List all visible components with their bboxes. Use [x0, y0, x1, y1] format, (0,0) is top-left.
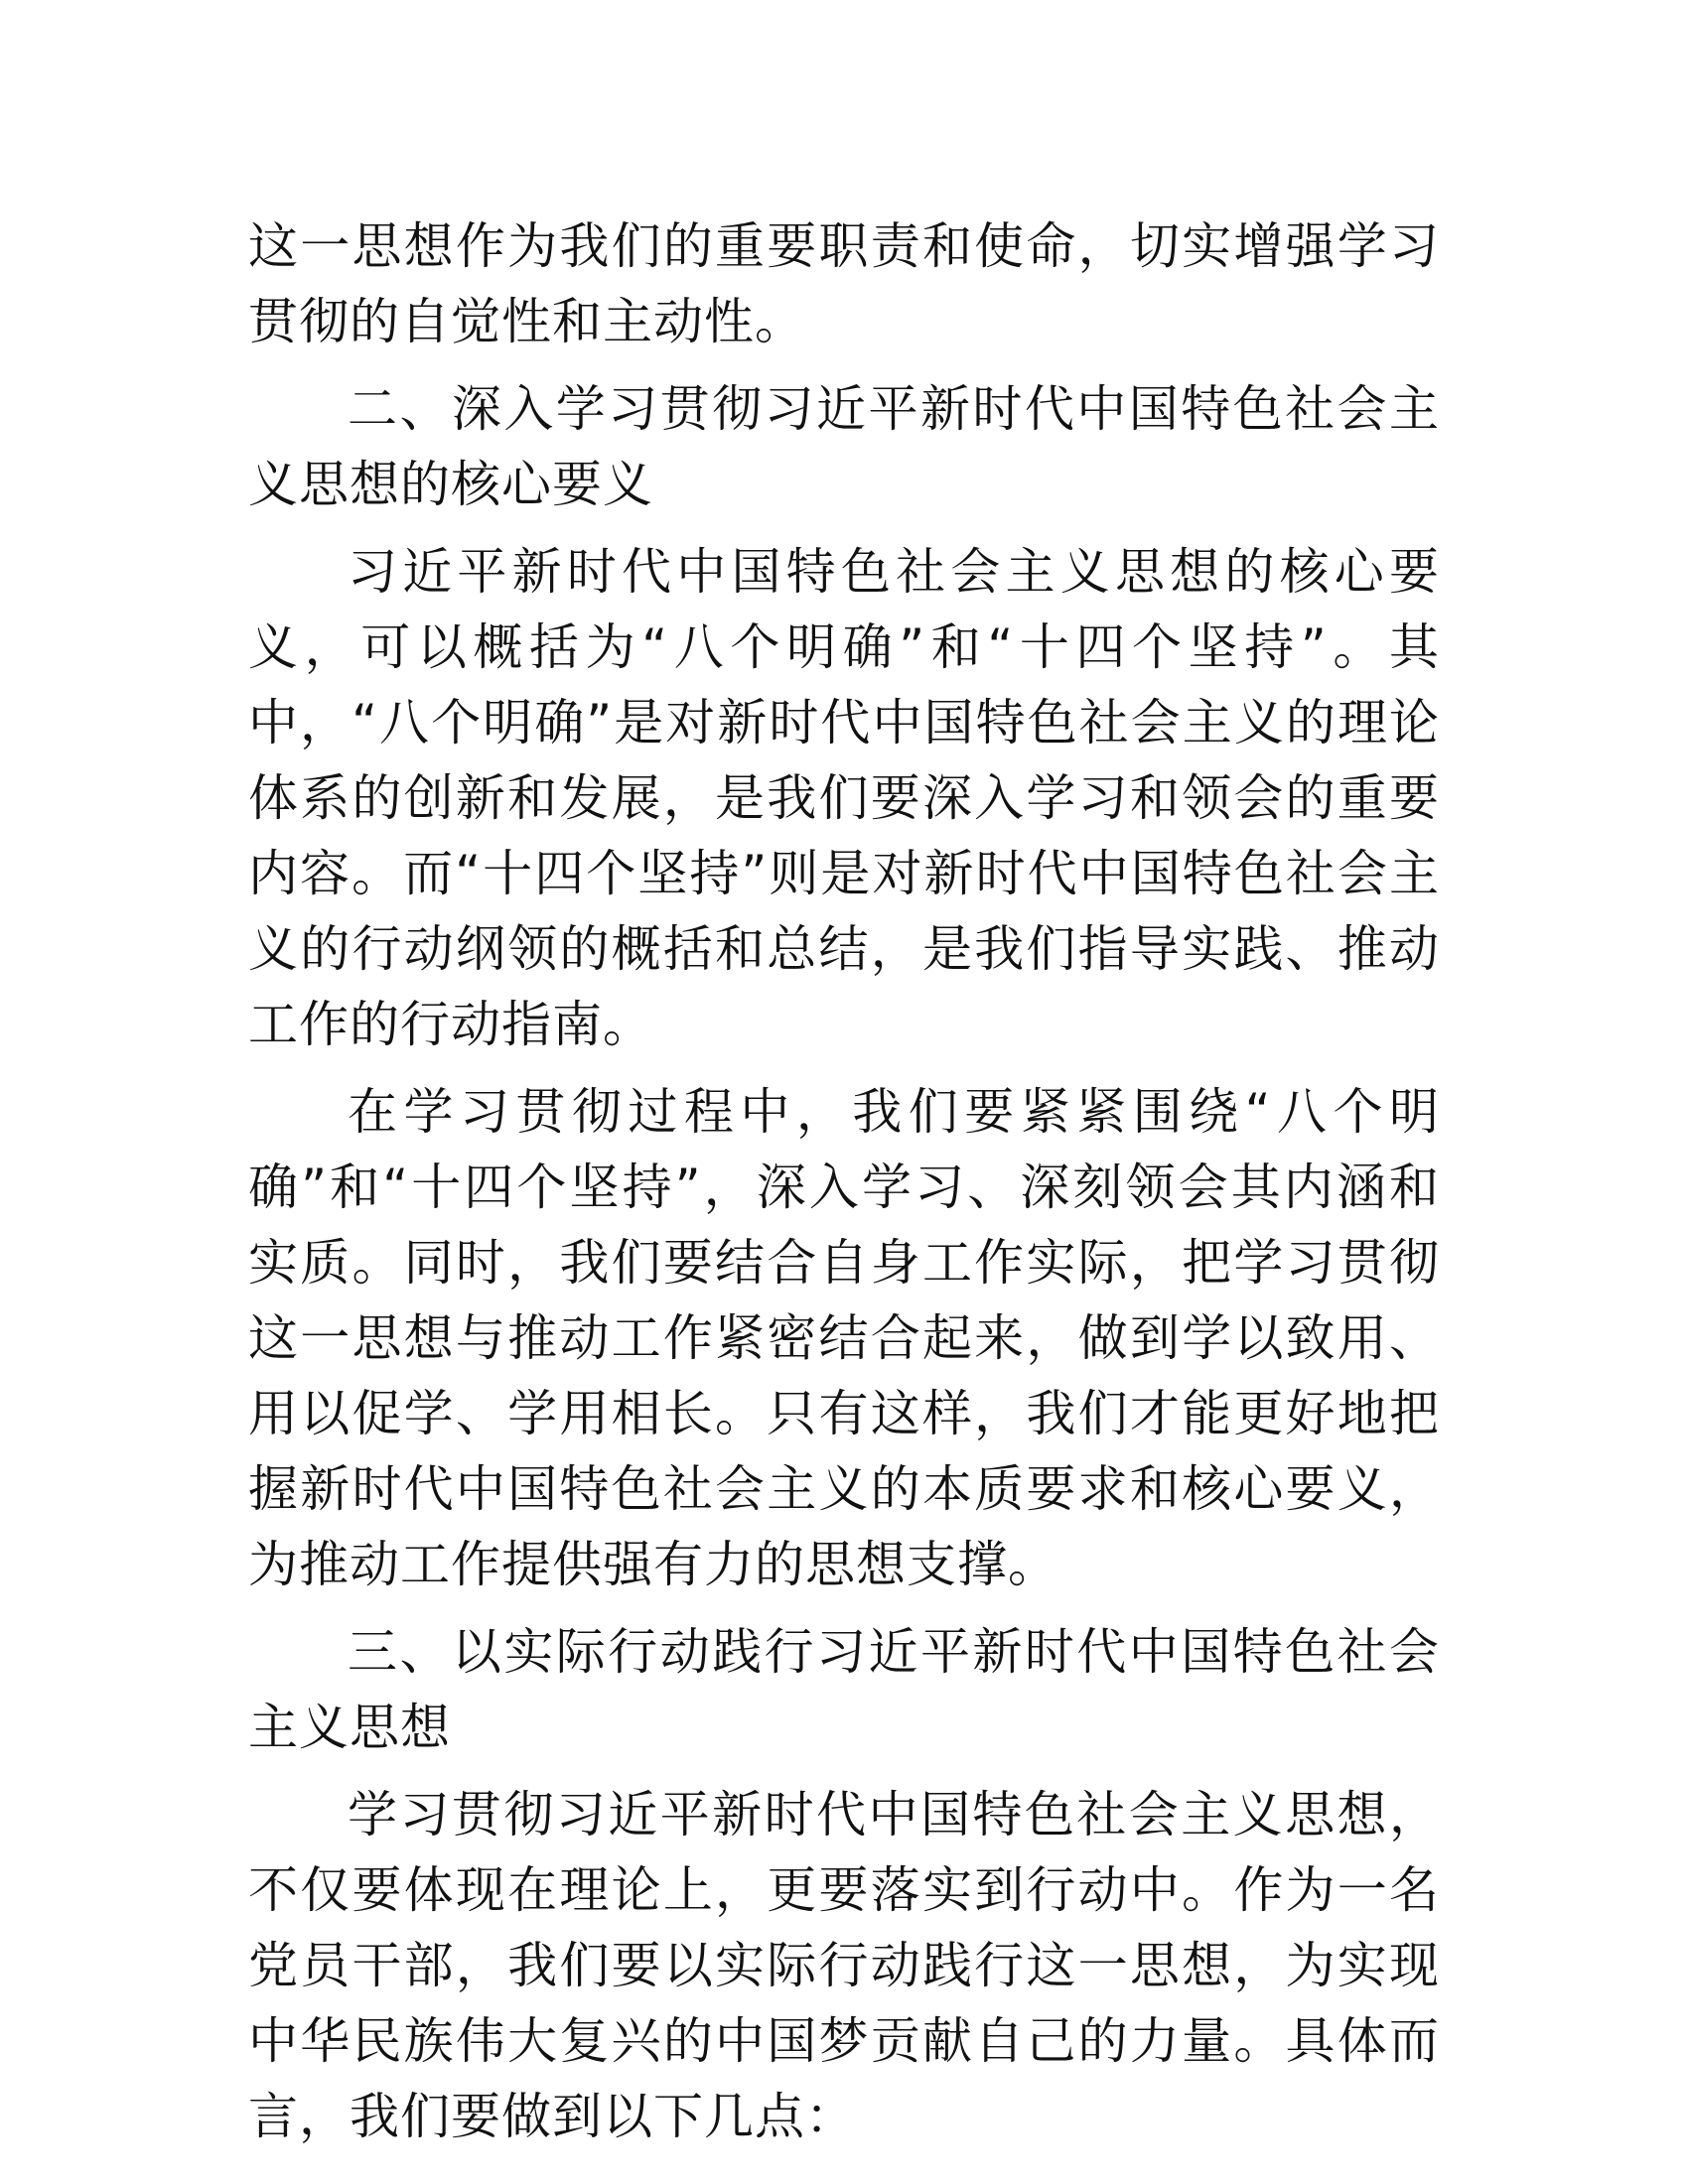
document-body	[248, 208, 1440, 2166]
paragraph-continued: 这一思想作为我们的重要职责和使命，切实增强学习贯彻的自觉性和主动性。	[248, 217, 1440, 350]
section-heading-2: 二、深入学习贯彻习近平新时代中国特色社会主义思想的核心要义	[248, 380, 1440, 513]
section-heading-3: 三、以实际行动践行习近平新时代中国特色社会主义思想	[248, 1623, 1440, 1756]
paragraph: 在学习贯彻过程中，我们要紧紧围绕“八个明确”和“十四个坚持”，深入学习、深刻领会其内涵和实质。同时，我们要结合自身工作实际，把学习贯彻这一思想与推动工作紧密结合起来，做到学以致用、用以促学、学用相长。只有这样，我们才能更好地把握新时代中国特色社会主义的本质要求和核心要义，为推动工作提供强有力的思想支撑。	[248, 1083, 1440, 1593]
paragraph: 习近平新时代中国特色社会主义思想的核心要义，可以概括为“八个明确”和“十四个坚持”。其中，“八个明确”是对新时代中国特色社会主义的理论体系的创新和发展，是我们要深入学习和领会的重要内容。而“十四个坚持”则是对新时代中国特色社会主义的行动纲领的概括和总结，是我们指导实践、推动工作的行动指南。	[248, 543, 1440, 1053]
paragraph: 学习贯彻习近平新时代中国特色社会主义思想，不仅要体现在理论上，更要落实到行动中。作为一名党员干部，我们要以实际行动践行这一思想，为实现中华民族伟大复兴的中国梦贡献自己的力量。具体而言，我们要做到以下几点：	[248, 1786, 1440, 2145]
